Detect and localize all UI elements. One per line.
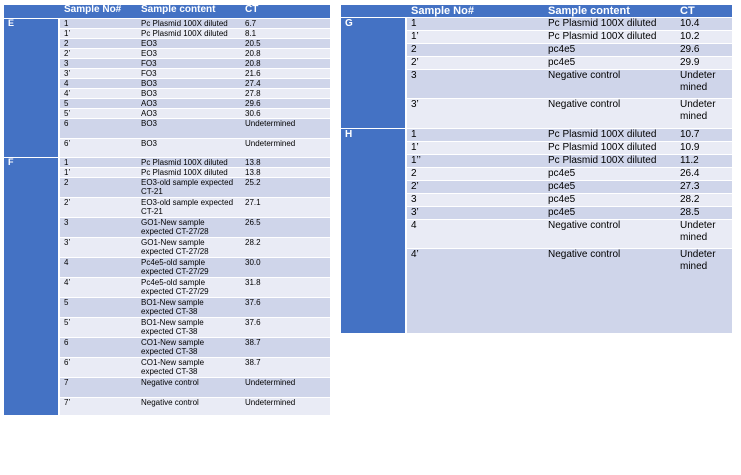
ct-cell: 37.6	[241, 318, 330, 337]
sample-no-cell: 5	[60, 99, 137, 108]
sample-no-cell: 7’	[60, 398, 137, 415]
sample-no-cell: 5	[60, 298, 137, 317]
sample-content-cell: BO1-New sample expected CT-38	[137, 318, 241, 337]
header-row	[341, 5, 732, 17]
ct-cell: 10.7	[676, 129, 732, 141]
sample-no-cell: 4’	[407, 249, 544, 333]
ct-cell: Undeter mined	[676, 70, 732, 98]
right-table-body	[341, 18, 732, 333]
sample-content-cell: pc4e5	[544, 207, 676, 219]
sample-no-cell: 1	[407, 129, 544, 141]
sample-content-cell: Pc Plasmid 100X diluted	[544, 18, 676, 30]
ct-cell: 20.8	[241, 49, 330, 58]
sample-no-cell: 2	[60, 178, 137, 197]
ct-cell: 8.1	[241, 29, 330, 38]
ct-cell: Undeter mined	[676, 220, 732, 248]
sample-no-cell: 1	[60, 19, 137, 28]
ct-cell: 28.2	[241, 238, 330, 257]
ct-cell: 28.5	[676, 207, 732, 219]
ct-cell: 20.5	[241, 39, 330, 48]
group-label: F	[4, 158, 60, 415]
sample-content-header: Sample content	[137, 5, 241, 18]
sample-content-cell: BO3	[137, 139, 241, 157]
sample-content-cell: BO1-New sample expected CT-38	[137, 298, 241, 317]
sample-no-cell: 2’	[407, 181, 544, 193]
sample-no-cell: 3’	[60, 238, 137, 257]
sample-no-header: Sample No#	[407, 5, 544, 17]
ct-cell: 13.8	[241, 158, 330, 167]
sample-no-cell: 3	[407, 70, 544, 98]
sample-content-cell: EO3	[137, 49, 241, 58]
sample-no-cell: 7	[60, 378, 137, 397]
sample-content-header: Sample content	[544, 5, 676, 17]
sample-no-cell: 6’	[60, 139, 137, 157]
sample-content-cell: GO1-New sample expected CT-27/28	[137, 218, 241, 237]
sample-no-cell: 2’	[60, 198, 137, 217]
ct-cell: 11.2	[676, 155, 732, 167]
sample-no-cell: 5’	[60, 109, 137, 118]
ct-cell: 30.0	[241, 258, 330, 277]
ct-cell: 29.9	[676, 57, 732, 69]
sample-no-cell: 3’	[407, 207, 544, 219]
left-table-body	[4, 19, 330, 415]
sample-content-cell: CO1-New sample expected CT-38	[137, 338, 241, 357]
sample-no-cell: 4	[407, 220, 544, 248]
table-row	[4, 158, 330, 167]
ct-cell: 25.2	[241, 178, 330, 197]
ct-cell: Undetermined	[241, 398, 330, 415]
ct-cell: 13.8	[241, 168, 330, 177]
sample-content-cell: BO3	[137, 119, 241, 138]
sample-content-cell: Negative control	[544, 249, 676, 333]
sample-content-cell: Pc Plasmid 100X diluted	[137, 168, 241, 177]
sample-no-cell: 6	[60, 119, 137, 138]
sample-no-cell: 1	[407, 18, 544, 30]
sample-no-cell: 2	[407, 44, 544, 56]
sample-content-cell: FO3	[137, 69, 241, 78]
sample-content-cell: Pc Plasmid 100X diluted	[544, 129, 676, 141]
ct-cell: 27.1	[241, 198, 330, 217]
sample-no-cell: 2	[407, 168, 544, 180]
ct-header: CT	[676, 5, 732, 17]
group-label: H	[341, 129, 407, 333]
ct-cell: 20.8	[241, 59, 330, 68]
ct-cell: 29.6	[241, 99, 330, 108]
sample-no-cell: 2	[60, 39, 137, 48]
sample-no-cell: 2’	[407, 57, 544, 69]
ct-cell: 29.6	[676, 44, 732, 56]
sample-content-cell: Pc Plasmid 100X diluted	[544, 142, 676, 154]
ct-cell: 26.4	[676, 168, 732, 180]
ct-cell: Undetermined	[241, 378, 330, 397]
sample-content-cell: pc4e5	[544, 168, 676, 180]
ct-cell: 21.6	[241, 69, 330, 78]
sample-content-cell: Pc Plasmid 100X diluted	[544, 31, 676, 43]
sample-content-cell: AO3	[137, 99, 241, 108]
sample-content-cell: BO3	[137, 79, 241, 88]
ct-cell: 31.8	[241, 278, 330, 297]
sample-no-cell: 1’’	[407, 155, 544, 167]
sample-content-cell: CO1-New sample expected CT-38	[137, 358, 241, 377]
sample-no-cell: 4	[60, 79, 137, 88]
sample-content-cell: EO3	[137, 39, 241, 48]
ct-cell: 10.9	[676, 142, 732, 154]
group-header	[341, 5, 407, 17]
sample-content-cell: pc4e5	[544, 44, 676, 56]
table-row	[341, 18, 732, 30]
sample-content-cell: EO3-old sample expected CT-21	[137, 198, 241, 217]
ct-cell: Undetermined	[241, 139, 330, 157]
ct-cell: 26.5	[241, 218, 330, 237]
ct-cell: 30.6	[241, 109, 330, 118]
sample-content-cell: BO3	[137, 89, 241, 98]
sample-no-cell: 4’	[60, 89, 137, 98]
sample-no-cell: 1’	[60, 29, 137, 38]
header-row	[4, 5, 330, 18]
ct-cell: 28.2	[676, 194, 732, 206]
sample-content-cell: pc4e5	[544, 194, 676, 206]
sample-content-cell: Negative control	[544, 99, 676, 128]
sample-no-cell: 1’	[407, 142, 544, 154]
sample-content-cell: Pc Plasmid 100X diluted	[137, 19, 241, 28]
sample-no-cell: 1	[60, 158, 137, 167]
table-row	[4, 19, 330, 28]
sample-no-cell: 4	[60, 258, 137, 277]
sample-no-cell: 6	[60, 338, 137, 357]
ct-cell: 38.7	[241, 358, 330, 377]
sample-no-cell: 3	[407, 194, 544, 206]
right-results-table	[341, 4, 732, 334]
sample-no-cell: 3	[60, 218, 137, 237]
group-label: G	[341, 18, 407, 128]
ct-cell: 37.6	[241, 298, 330, 317]
sample-no-cell: 2’	[60, 49, 137, 58]
ct-cell: 6.7	[241, 19, 330, 28]
ct-cell: 27.8	[241, 89, 330, 98]
sample-content-cell: GO1-New sample expected CT-27/28	[137, 238, 241, 257]
sample-content-cell: EO3-old sample expected CT-21	[137, 178, 241, 197]
ct-cell: 27.3	[676, 181, 732, 193]
table-row	[341, 129, 732, 141]
sample-content-cell: Pc Plasmid 100X diluted	[544, 155, 676, 167]
sample-no-cell: 3’	[60, 69, 137, 78]
sample-no-cell: 5’	[60, 318, 137, 337]
ct-cell: 10.4	[676, 18, 732, 30]
sample-no-header: Sample No#	[60, 5, 137, 18]
sample-content-cell: Pc Plasmid 100X diluted	[137, 29, 241, 38]
left-results-table	[4, 4, 330, 416]
group-header	[4, 5, 60, 18]
ct-cell: Undetermined	[241, 119, 330, 138]
sample-no-cell: 6’	[60, 358, 137, 377]
sample-content-cell: pc4e5	[544, 181, 676, 193]
sample-content-cell: Negative control	[137, 378, 241, 397]
sample-content-cell: FO3	[137, 59, 241, 68]
group-label: E	[4, 19, 60, 157]
sample-no-cell: 4’	[60, 278, 137, 297]
sample-no-cell: 3	[60, 59, 137, 68]
ct-header: CT	[241, 5, 330, 18]
sample-content-cell: pc4e5	[544, 57, 676, 69]
ct-cell: 27.4	[241, 79, 330, 88]
ct-cell: 38.7	[241, 338, 330, 357]
sample-content-cell: Pc Plasmid 100X diluted	[137, 158, 241, 167]
sample-no-cell: 1’	[407, 31, 544, 43]
ct-cell: Undeter mined	[676, 99, 732, 128]
sample-content-cell: Pc4e5-old sample expected CT-27/29	[137, 278, 241, 297]
ct-cell: 10.2	[676, 31, 732, 43]
sample-no-cell: 3’	[407, 99, 544, 128]
ct-cell: Undeter mined	[676, 249, 732, 333]
sample-content-cell: Pc4e5-old sample expected CT-27/29	[137, 258, 241, 277]
sample-content-cell: Negative control	[544, 70, 676, 98]
sample-content-cell: AO3	[137, 109, 241, 118]
sample-no-cell: 1’	[60, 168, 137, 177]
sample-content-cell: Negative control	[137, 398, 241, 415]
sample-content-cell: Negative control	[544, 220, 676, 248]
